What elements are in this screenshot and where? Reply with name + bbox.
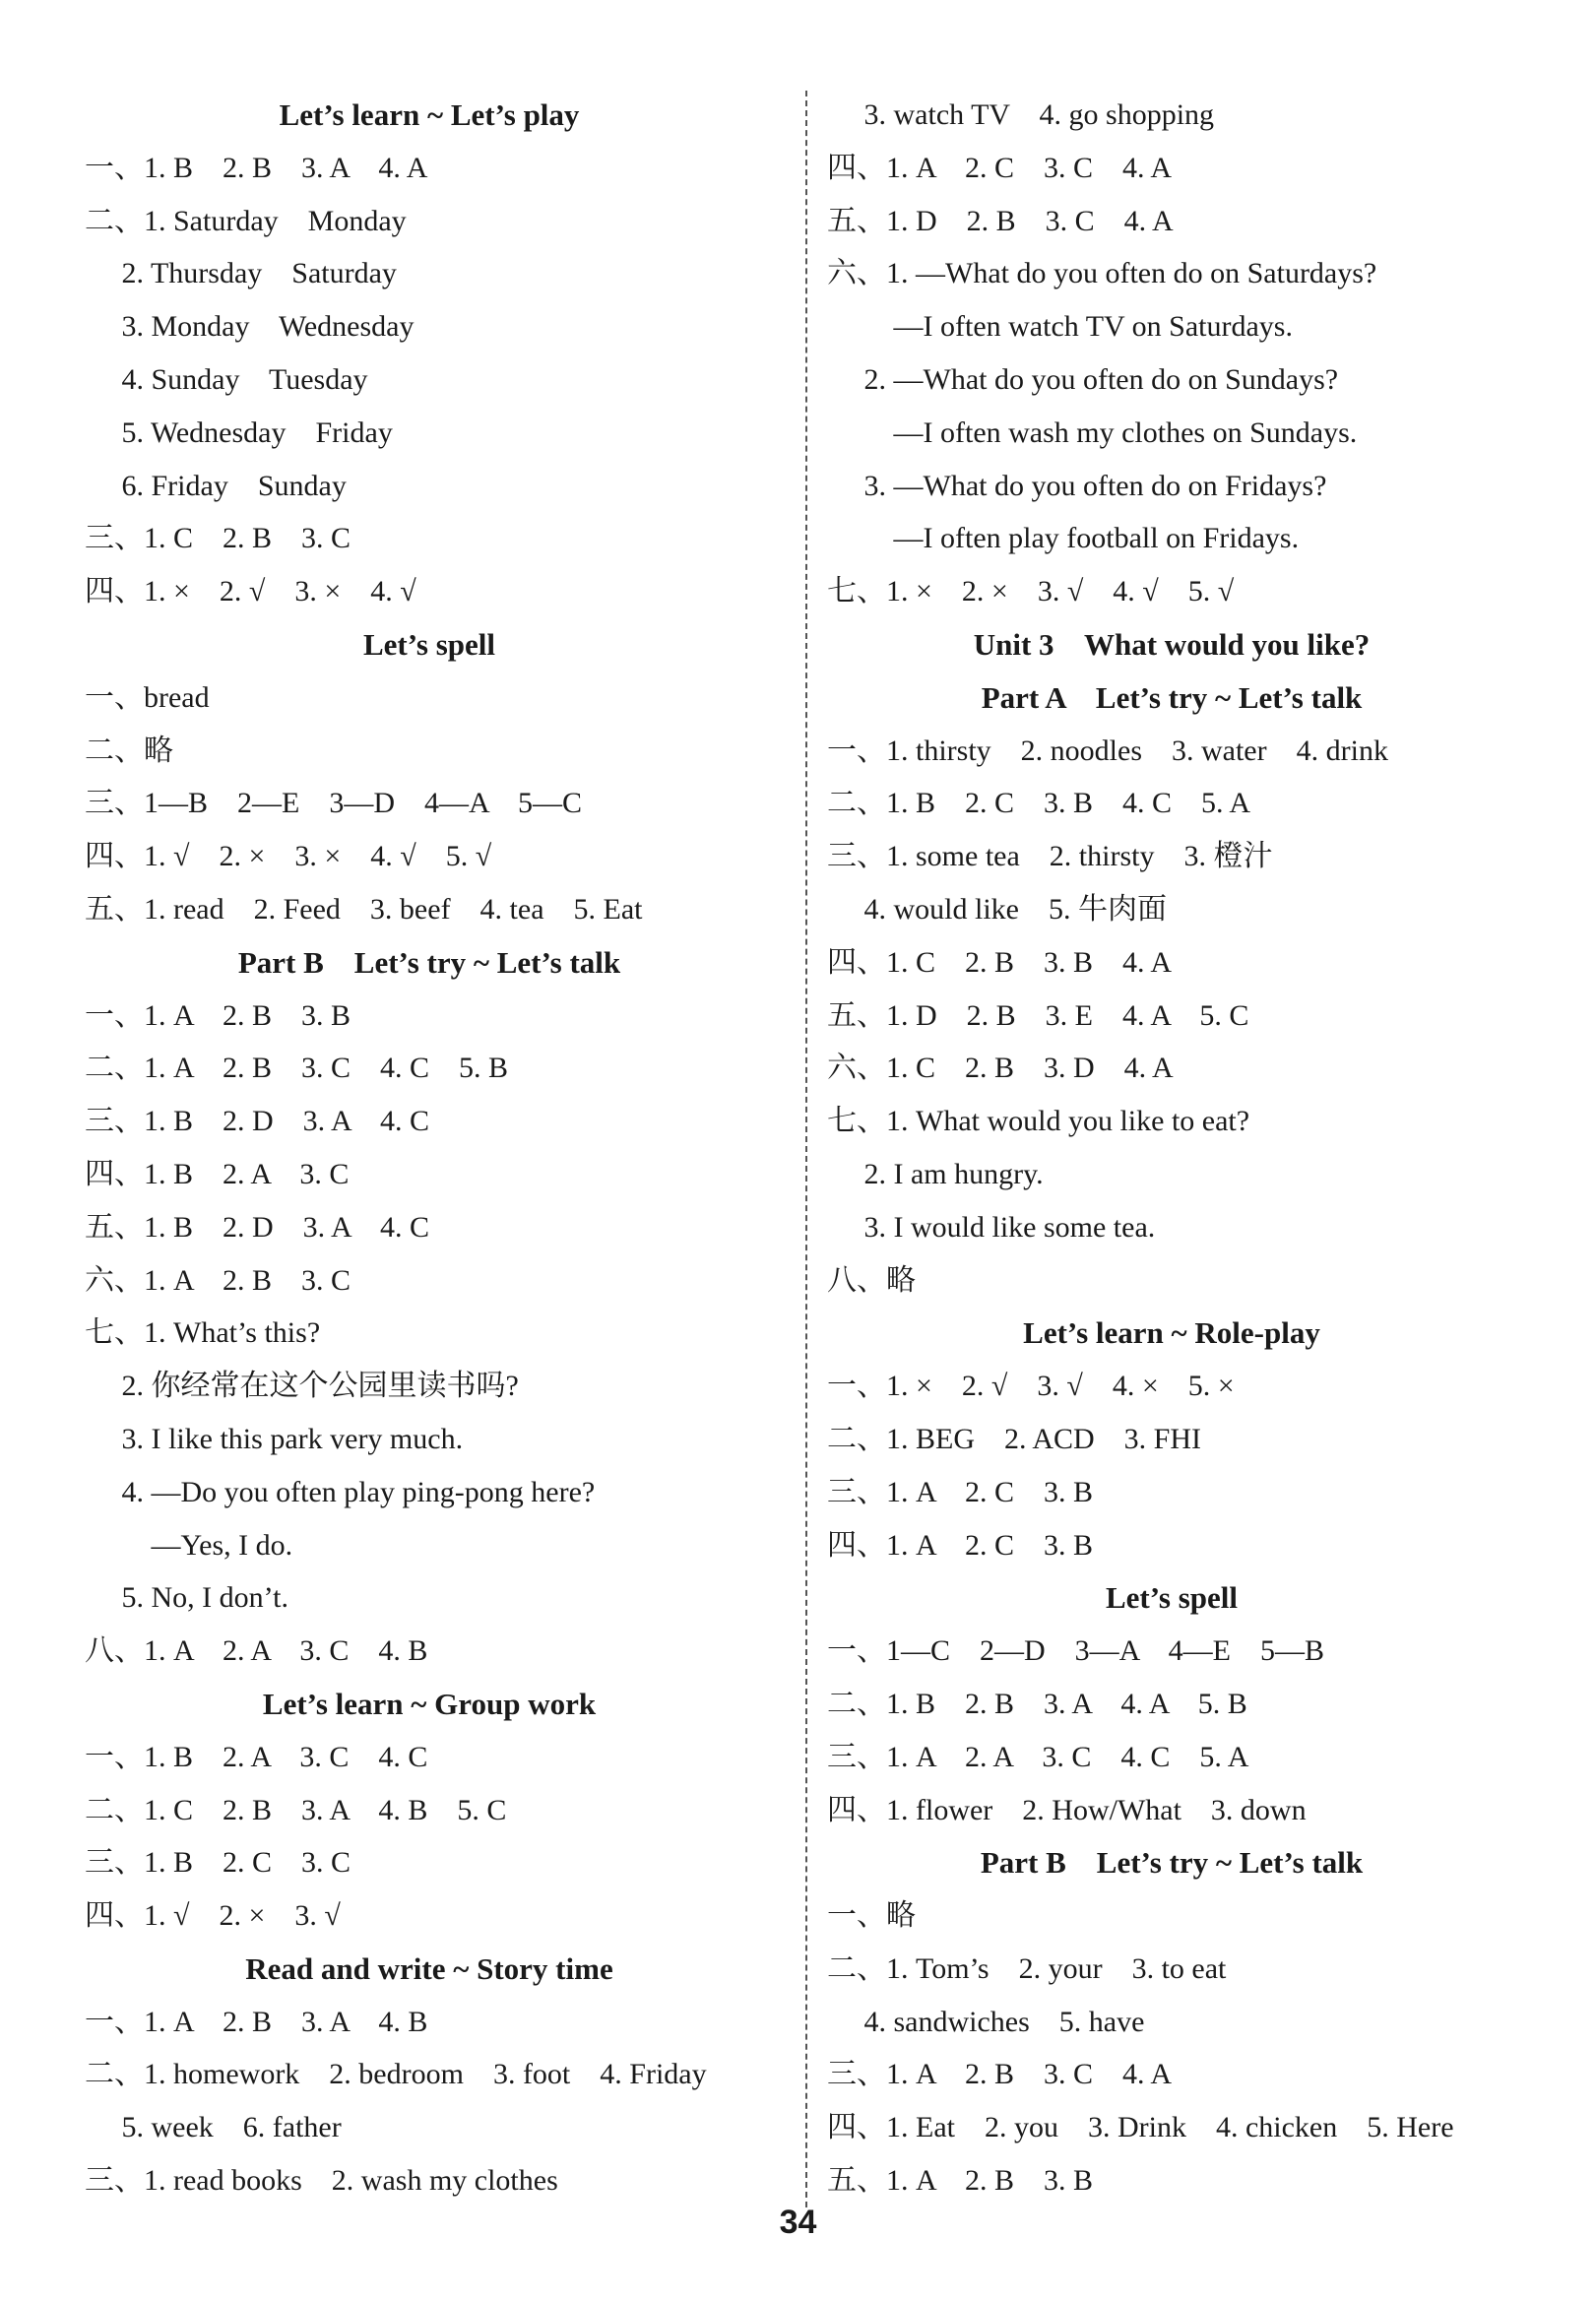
answer-line: 4. sandwiches 5. have <box>827 2005 1145 2038</box>
section-heading: Unit 3 What would you like? <box>973 626 1371 662</box>
section-heading: Part B Let’s try ~ Let’s talk <box>237 944 621 980</box>
answer-line: 二、1. C 2. B 3. A 4. B 5. C <box>85 1793 507 1826</box>
answer-line: 二、略 <box>85 734 173 767</box>
answer-line: 一、1. B 2. B 3. A 4. A <box>85 151 428 184</box>
answer-line: 二、1. Tom’s 2. your 3. to eat <box>827 1951 1227 1985</box>
section-heading: Let’s learn ~ Group work <box>262 1686 597 1721</box>
answer-line: 一、1. B 2. A 3. C 4. C <box>85 1740 428 1773</box>
answer-line: 四、1. √ 2. × 3. × 4. √ 5. √ <box>85 840 492 873</box>
answer-line: 4. —Do you often play ping-pong here? <box>85 1475 596 1508</box>
answer-line: 三、1. read books 2. wash my clothes <box>85 2164 558 2198</box>
answer-line: —I often wash my clothes on Sundays. <box>827 415 1358 449</box>
answer-line: 六、1. —What do you often do on Saturdays? <box>827 257 1377 290</box>
answer-line: —I often play football on Fridays. <box>827 522 1300 555</box>
answer-line: 八、略 <box>827 1263 916 1297</box>
section-heading: Let’s spell <box>1105 1580 1239 1616</box>
answer-line: 二、1. A 2. B 3. C 4. C 5. B <box>85 1052 509 1085</box>
answer-line: 4. Sunday Tuesday <box>85 362 368 396</box>
section-heading: Let’s spell <box>362 626 496 662</box>
answer-line: 七、1. What would you like to eat? <box>827 1105 1250 1138</box>
answer-line: 四、1. B 2. A 3. C <box>85 1157 350 1190</box>
answer-line: 六、1. C 2. B 3. D 4. A <box>827 1052 1174 1085</box>
answer-line: 一、1. thirsty 2. noodles 3. water 4. drink <box>827 734 1388 767</box>
section-heading: Read and write ~ Story time <box>245 1950 613 1986</box>
answer-line: 三、1. A 2. C 3. B <box>827 1475 1094 1508</box>
answer-line: 四、1. Eat 2. you 3. Drink 4. chicken 5. Here <box>827 2111 1454 2144</box>
answer-line: 四、1. A 2. C 3. C 4. A <box>827 151 1173 184</box>
answer-line: 七、1. What’s this? <box>85 1316 321 1350</box>
answer-line: 2. —What do you often do on Sundays? <box>827 362 1339 396</box>
answer-line: 4. would like 5. 牛肉面 <box>827 892 1167 926</box>
section-heading: Part B Let’s try ~ Let’s talk <box>980 1845 1364 1881</box>
answer-line: 一、bread <box>85 680 210 714</box>
answer-line: 3. Monday Wednesday <box>85 310 415 344</box>
answer-line: 2. 你经常在这个公园里读书吗? <box>85 1370 519 1403</box>
answer-line: 3. I like this park very much. <box>85 1422 464 1455</box>
answer-line: 三、1. some tea 2. thirsty 3. 橙汁 <box>827 840 1273 873</box>
answer-line: 3. watch TV 4. go shopping <box>827 98 1215 131</box>
answer-line: 四、1. A 2. C 3. B <box>827 1528 1094 1562</box>
answer-line: 2. I am hungry. <box>827 1157 1044 1190</box>
answer-line: 七、1. × 2. × 3. √ 4. √ 5. √ <box>827 575 1235 608</box>
answer-line: 五、1. B 2. D 3. A 4. C <box>85 1210 430 1244</box>
answer-line: 5. Wednesday Friday <box>85 415 393 449</box>
section-heading: Let’s learn ~ Role-play <box>1023 1315 1320 1351</box>
answer-line: 二、1. homework 2. bedroom 3. foot 4. Friday <box>85 2058 707 2091</box>
answer-line: 一、1. A 2. B 3. B <box>85 998 351 1032</box>
page-number: 34 <box>779 2204 817 2241</box>
answer-line: —Yes, I do. <box>85 1528 293 1562</box>
answer-line: 3. —What do you often do on Fridays? <box>827 469 1327 502</box>
section-heading: Let’s learn ~ Let’s play <box>279 97 580 132</box>
answer-line: 六、1. A 2. B 3. C <box>85 1263 351 1297</box>
right-column <box>827 89 1516 2207</box>
answer-line: 三、1. C 2. B 3. C <box>85 522 351 555</box>
answer-line: 三、1. A 2. A 3. C 4. C 5. A <box>827 1740 1249 1773</box>
answer-line: 四、1. flower 2. How/What 3. down <box>827 1793 1307 1826</box>
answer-line: 三、1. B 2. D 3. A 4. C <box>85 1105 430 1138</box>
answer-line: 一、1—C 2—D 3—A 4—E 5—B <box>827 1634 1325 1668</box>
answer-line: 五、1. read 2. Feed 3. beef 4. tea 5. Eat <box>85 892 643 926</box>
answer-line: 四、1. √ 2. × 3. √ <box>85 1899 341 1933</box>
answer-line: 三、1. B 2. C 3. C <box>85 1846 351 1880</box>
answer-line: 3. I would like some tea. <box>827 1210 1156 1244</box>
section-heading: Part A Let’s try ~ Let’s talk <box>981 679 1363 715</box>
answer-line: 5. No, I don’t. <box>85 1581 288 1615</box>
answer-line: 五、1. D 2. B 3. C 4. A <box>827 204 1174 237</box>
answer-line: 一、略 <box>827 1899 916 1933</box>
answer-line: 五、1. A 2. B 3. B <box>827 2164 1094 2198</box>
answer-line: 2. Thursday Saturday <box>85 257 397 290</box>
left-column <box>85 89 794 2207</box>
answer-line: 一、1. × 2. √ 3. √ 4. × 5. × <box>827 1370 1235 1403</box>
answer-line: 二、1. BEG 2. ACD 3. FHI <box>827 1422 1202 1455</box>
column-divider <box>805 91 807 2207</box>
answer-line: 二、1. Saturday Monday <box>85 204 407 237</box>
answer-line: 四、1. C 2. B 3. B 4. A <box>827 945 1173 979</box>
answer-line: 八、1. A 2. A 3. C 4. B <box>85 1634 428 1668</box>
answer-line: 6. Friday Sunday <box>85 469 347 502</box>
answer-line: 5. week 6. father <box>85 2111 342 2144</box>
answer-line: 二、1. B 2. C 3. B 4. C 5. A <box>827 787 1251 820</box>
answer-line: 三、1. A 2. B 3. C 4. A <box>827 2058 1173 2091</box>
answer-line: 二、1. B 2. B 3. A 4. A 5. B <box>827 1687 1247 1720</box>
answer-line: 三、1—B 2—E 3—D 4—A 5—C <box>85 787 583 820</box>
answer-line: 五、1. D 2. B 3. E 4. A 5. C <box>827 998 1249 1032</box>
answer-line: 一、1. A 2. B 3. A 4. B <box>85 2005 428 2038</box>
answer-line: 四、1. × 2. √ 3. × 4. √ <box>85 575 416 608</box>
answer-line: —I often watch TV on Saturdays. <box>827 310 1293 344</box>
